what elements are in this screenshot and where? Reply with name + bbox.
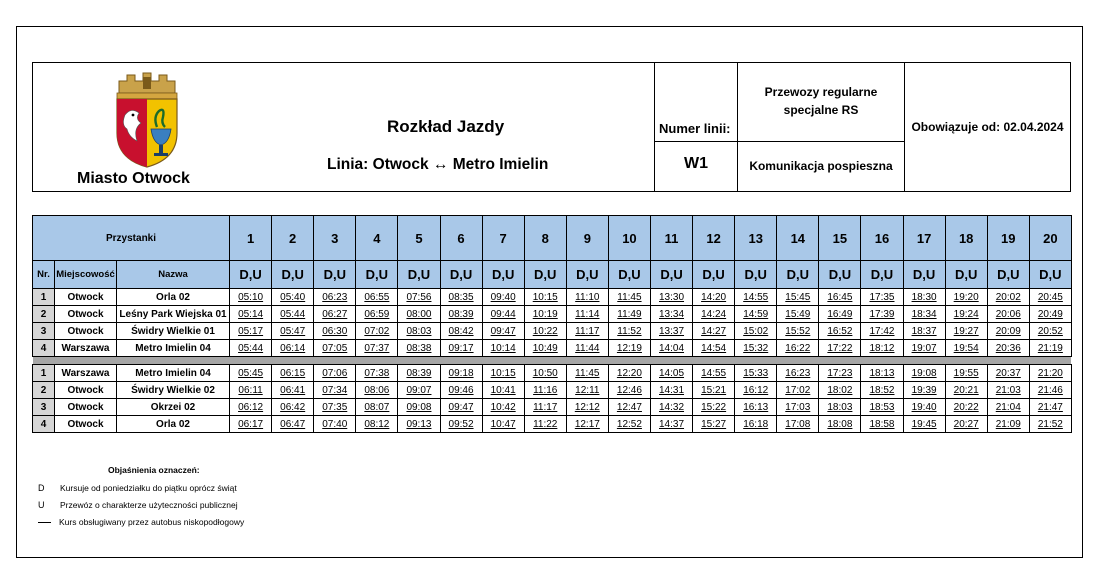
departure-time: 21:20 <box>1029 365 1071 382</box>
departure-time: 20:09 <box>987 323 1029 340</box>
course-code-header: D,U <box>693 261 735 289</box>
departure-time: 05:10 <box>230 289 272 306</box>
departure-time: 15:27 <box>693 416 735 433</box>
course-number-header: 16 <box>861 216 903 261</box>
departure-time: 17:35 <box>861 289 903 306</box>
departure-time: 06:47 <box>272 416 314 433</box>
course-code-header: D,U <box>314 261 356 289</box>
service-type-cell <box>738 63 905 191</box>
departure-time: 20:06 <box>987 306 1029 323</box>
departure-time: 16:22 <box>777 340 819 357</box>
stop-name: Świdry Wielkie 02 <box>117 382 230 399</box>
departure-time: 21:52 <box>1029 416 1071 433</box>
stop-number: 3 <box>33 323 55 340</box>
departure-time: 20:02 <box>987 289 1029 306</box>
departure-time: 14:59 <box>735 306 777 323</box>
course-number-header: 5 <box>398 216 440 261</box>
departure-time: 20:49 <box>1029 306 1071 323</box>
departure-time: 14:55 <box>693 365 735 382</box>
course-code-header: D,U <box>230 261 272 289</box>
course-number-header: 18 <box>945 216 987 261</box>
departure-time: 19:07 <box>903 340 945 357</box>
departure-time: 12:17 <box>566 416 608 433</box>
departure-time: 06:59 <box>356 306 398 323</box>
departure-time: 06:41 <box>272 382 314 399</box>
stop-number: 4 <box>33 416 55 433</box>
departure-time: 05:44 <box>230 340 272 357</box>
departure-time: 18:12 <box>861 340 903 357</box>
departure-time: 08:39 <box>398 365 440 382</box>
departure-time: 10:14 <box>482 340 524 357</box>
stop-name: Świdry Wielkie 01 <box>117 323 230 340</box>
departure-time: 19:54 <box>945 340 987 357</box>
service-type: Przewozy regularne specjalne RS <box>764 85 878 117</box>
timetable <box>32 215 1072 433</box>
departure-time: 18:03 <box>819 399 861 416</box>
departure-time: 17:23 <box>819 365 861 382</box>
departure-time: 18:52 <box>861 382 903 399</box>
legend-text: Kursuje od poniedziałku do piątku oprócz świąt <box>60 483 237 493</box>
departure-time: 18:34 <box>903 306 945 323</box>
departure-time: 19:27 <box>945 323 987 340</box>
stop-number: 1 <box>33 289 55 306</box>
departure-time: 21:04 <box>987 399 1029 416</box>
stop-number: 3 <box>33 399 55 416</box>
departure-time: 21:46 <box>1029 382 1071 399</box>
course-code-header: D,U <box>1029 261 1071 289</box>
departure-time: 17:03 <box>777 399 819 416</box>
departure-time: 12:12 <box>566 399 608 416</box>
course-code-header: D,U <box>777 261 819 289</box>
departure-time: 16:13 <box>735 399 777 416</box>
departure-time: 14:27 <box>693 323 735 340</box>
departure-time: 14:04 <box>650 340 692 357</box>
course-code-header: D,U <box>356 261 398 289</box>
departure-time: 06:23 <box>314 289 356 306</box>
departure-time: 19:45 <box>903 416 945 433</box>
stop-number: 4 <box>33 340 55 357</box>
departure-time: 09:17 <box>440 340 482 357</box>
departure-time: 11:45 <box>608 289 650 306</box>
departure-time: 07:38 <box>356 365 398 382</box>
departure-time: 09:47 <box>440 399 482 416</box>
departure-time: 09:47 <box>482 323 524 340</box>
valid-from-cell <box>905 63 1070 191</box>
course-number-header: 3 <box>314 216 356 261</box>
departure-time: 09:46 <box>440 382 482 399</box>
departure-time: 21:03 <box>987 382 1029 399</box>
departure-time: 14:31 <box>650 382 692 399</box>
line-number: W1 <box>684 155 708 172</box>
stop-name: Orla 02 <box>117 289 230 306</box>
departure-time: 11:17 <box>524 399 566 416</box>
course-code-header: D,U <box>482 261 524 289</box>
line-number-cell <box>655 63 738 191</box>
direction-separator <box>33 357 1072 365</box>
departure-time: 13:34 <box>650 306 692 323</box>
departure-time: 09:40 <box>482 289 524 306</box>
departure-time: 06:17 <box>230 416 272 433</box>
departure-time: 10:19 <box>524 306 566 323</box>
departure-time: 13:30 <box>650 289 692 306</box>
departure-time: 08:00 <box>398 306 440 323</box>
route-label <box>327 156 548 174</box>
course-code-header: D,U <box>608 261 650 289</box>
title-cell <box>33 63 655 191</box>
departure-time: 06:30 <box>314 323 356 340</box>
departure-time: 08:39 <box>440 306 482 323</box>
departure-time: 11:52 <box>608 323 650 340</box>
course-code-header: D,U <box>903 261 945 289</box>
departure-time: 20:45 <box>1029 289 1071 306</box>
departure-time: 12:46 <box>608 382 650 399</box>
departure-time: 18:13 <box>861 365 903 382</box>
stop-town: Otwock <box>55 306 117 323</box>
departure-time: 16:23 <box>777 365 819 382</box>
departure-time: 09:18 <box>440 365 482 382</box>
departure-time: 05:14 <box>230 306 272 323</box>
departure-time: 06:15 <box>272 365 314 382</box>
departure-time: 08:07 <box>356 399 398 416</box>
departure-time: 06:12 <box>230 399 272 416</box>
departure-time: 21:09 <box>987 416 1029 433</box>
departure-time: 07:05 <box>314 340 356 357</box>
departure-time: 20:52 <box>1029 323 1071 340</box>
departure-time: 10:42 <box>482 399 524 416</box>
timetable-header <box>32 62 1071 192</box>
city-coat-of-arms <box>113 71 181 169</box>
departure-time: 05:44 <box>272 306 314 323</box>
departure-time: 06:55 <box>356 289 398 306</box>
timetable-row <box>33 340 1072 357</box>
departure-time: 15:45 <box>777 289 819 306</box>
departure-time: 17:08 <box>777 416 819 433</box>
course-code-header: D,U <box>861 261 903 289</box>
stops-header: Przystanki <box>33 216 230 261</box>
departure-time: 05:17 <box>230 323 272 340</box>
departure-time: 09:13 <box>398 416 440 433</box>
course-number-header: 12 <box>693 216 735 261</box>
valid-from: Obowiązuje od: 02.04.2024 <box>911 120 1064 134</box>
departure-time: 12:52 <box>608 416 650 433</box>
departure-time: 12:20 <box>608 365 650 382</box>
departure-time: 07:34 <box>314 382 356 399</box>
timetable-row <box>33 323 1072 340</box>
col-town-header: Miejscowość <box>55 261 117 289</box>
departure-time: 10:22 <box>524 323 566 340</box>
legend-text: Kurs obsługiwany przez autobus niskopodłogowy <box>59 517 245 527</box>
departure-time: 18:08 <box>819 416 861 433</box>
departure-time: 19:24 <box>945 306 987 323</box>
course-number-header: 11 <box>650 216 692 261</box>
departure-time: 12:11 <box>566 382 608 399</box>
departure-time: 18:53 <box>861 399 903 416</box>
departure-time: 16:18 <box>735 416 777 433</box>
departure-time: 20:36 <box>987 340 1029 357</box>
departure-time: 17:22 <box>819 340 861 357</box>
course-code-header: D,U <box>440 261 482 289</box>
departure-time: 15:21 <box>693 382 735 399</box>
departure-time: 20:27 <box>945 416 987 433</box>
departure-time: 14:37 <box>650 416 692 433</box>
course-number-header: 17 <box>903 216 945 261</box>
departure-time: 10:15 <box>482 365 524 382</box>
stop-name: Okrzei 02 <box>117 399 230 416</box>
departure-time: 15:32 <box>735 340 777 357</box>
departure-time: 14:32 <box>650 399 692 416</box>
departure-time: 09:08 <box>398 399 440 416</box>
departure-time: 06:14 <box>272 340 314 357</box>
course-number-header: 8 <box>524 216 566 261</box>
course-number-header: 15 <box>819 216 861 261</box>
departure-time: 14:20 <box>693 289 735 306</box>
departure-time: 15:52 <box>777 323 819 340</box>
departure-time: 07:37 <box>356 340 398 357</box>
departure-time: 08:03 <box>398 323 440 340</box>
departure-time: 16:52 <box>819 323 861 340</box>
legend-item-u <box>38 500 238 510</box>
departure-time: 13:37 <box>650 323 692 340</box>
stop-name: Leśny Park Wiejska 01 <box>117 306 230 323</box>
departure-time: 12:19 <box>608 340 650 357</box>
departure-time: 08:42 <box>440 323 482 340</box>
underline-symbol-icon <box>38 522 51 523</box>
departure-time: 11:10 <box>566 289 608 306</box>
departure-time: 16:12 <box>735 382 777 399</box>
departure-time: 16:49 <box>819 306 861 323</box>
departure-time: 15:33 <box>735 365 777 382</box>
departure-time: 08:35 <box>440 289 482 306</box>
departure-time: 18:58 <box>861 416 903 433</box>
stop-number: 1 <box>33 365 55 382</box>
departure-time: 09:52 <box>440 416 482 433</box>
departure-time: 20:21 <box>945 382 987 399</box>
course-code-header: D,U <box>524 261 566 289</box>
departure-time: 19:08 <box>903 365 945 382</box>
service-kind: Komunikacja pospieszna <box>749 159 893 173</box>
departure-time: 11:16 <box>524 382 566 399</box>
course-number-header: 2 <box>272 216 314 261</box>
departure-time: 15:49 <box>777 306 819 323</box>
stop-town: Otwock <box>55 289 117 306</box>
timetable-row <box>33 306 1072 323</box>
departure-time: 07:02 <box>356 323 398 340</box>
departure-time: 06:27 <box>314 306 356 323</box>
departure-time: 07:35 <box>314 399 356 416</box>
departure-time: 15:22 <box>693 399 735 416</box>
legend-text: Przewóz o charakterze użyteczności publicznej <box>60 500 238 510</box>
departure-time: 18:02 <box>819 382 861 399</box>
stop-name: Metro Imielin 04 <box>117 340 230 357</box>
departure-time: 07:06 <box>314 365 356 382</box>
stop-town: Otwock <box>55 323 117 340</box>
course-number-header: 6 <box>440 216 482 261</box>
course-code-header: D,U <box>566 261 608 289</box>
departure-time: 10:50 <box>524 365 566 382</box>
departure-time: 19:55 <box>945 365 987 382</box>
stop-town: Warszawa <box>55 340 117 357</box>
departure-time: 06:42 <box>272 399 314 416</box>
departure-time: 05:47 <box>272 323 314 340</box>
stop-town: Otwock <box>55 399 117 416</box>
departure-time: 10:47 <box>482 416 524 433</box>
course-code-header: D,U <box>945 261 987 289</box>
departure-time: 08:06 <box>356 382 398 399</box>
departure-time: 17:39 <box>861 306 903 323</box>
departure-time: 16:45 <box>819 289 861 306</box>
departure-time: 19:20 <box>945 289 987 306</box>
departure-time: 07:56 <box>398 289 440 306</box>
departure-time: 14:05 <box>650 365 692 382</box>
departure-time: 21:47 <box>1029 399 1071 416</box>
departure-time: 10:15 <box>524 289 566 306</box>
route-origin: Linia: Otwock <box>327 156 429 173</box>
course-number-header: 9 <box>566 216 608 261</box>
departure-time: 05:45 <box>230 365 272 382</box>
departure-time: 18:30 <box>903 289 945 306</box>
departure-time: 10:49 <box>524 340 566 357</box>
course-number-header: 1 <box>230 216 272 261</box>
course-code-header: D,U <box>398 261 440 289</box>
course-number-header: 7 <box>482 216 524 261</box>
departure-time: 11:22 <box>524 416 566 433</box>
departure-time: 06:11 <box>230 382 272 399</box>
course-number-header: 19 <box>987 216 1029 261</box>
departure-time: 11:14 <box>566 306 608 323</box>
timetable-row <box>33 416 1072 433</box>
timetable-row <box>33 365 1072 382</box>
bidirectional-arrow-icon: ↔ <box>432 156 449 173</box>
legend-item-low-floor <box>38 517 244 527</box>
legend-item-d <box>38 483 237 493</box>
legend-title: Objaśnienia oznaczeń: <box>108 465 200 475</box>
departure-time: 18:37 <box>903 323 945 340</box>
departure-time: 11:45 <box>566 365 608 382</box>
departure-time: 15:02 <box>735 323 777 340</box>
course-code-header: D,U <box>272 261 314 289</box>
course-number-header: 13 <box>735 216 777 261</box>
city-name: Miasto Otwock <box>77 170 190 187</box>
departure-time: 17:02 <box>777 382 819 399</box>
departure-time: 08:12 <box>356 416 398 433</box>
stop-town: Warszawa <box>55 365 117 382</box>
departure-time: 14:24 <box>693 306 735 323</box>
departure-time: 17:42 <box>861 323 903 340</box>
departure-time: 20:37 <box>987 365 1029 382</box>
departure-time: 08:38 <box>398 340 440 357</box>
col-nr-header: Nr. <box>33 261 55 289</box>
route-destination: Metro Imielin <box>452 156 549 173</box>
page-title: Rozkład Jazdy <box>387 117 505 136</box>
timetable-row <box>33 382 1072 399</box>
legend-code: D <box>38 483 45 493</box>
departure-time: 11:44 <box>566 340 608 357</box>
course-number-header: 14 <box>777 216 819 261</box>
departure-time: 09:44 <box>482 306 524 323</box>
departure-time: 20:22 <box>945 399 987 416</box>
departure-time: 10:41 <box>482 382 524 399</box>
stop-town: Otwock <box>55 382 117 399</box>
departure-time: 11:49 <box>608 306 650 323</box>
departure-time: 09:07 <box>398 382 440 399</box>
course-number-header: 4 <box>356 216 398 261</box>
departure-time: 19:39 <box>903 382 945 399</box>
stop-number: 2 <box>33 306 55 323</box>
stop-number: 2 <box>33 382 55 399</box>
legend-code: U <box>38 500 45 510</box>
departure-time: 19:40 <box>903 399 945 416</box>
timetable-row <box>33 399 1072 416</box>
departure-time: 12:47 <box>608 399 650 416</box>
departure-time: 05:40 <box>272 289 314 306</box>
departure-time: 21:19 <box>1029 340 1071 357</box>
col-name-header: Nazwa <box>117 261 230 289</box>
course-code-header: D,U <box>650 261 692 289</box>
course-number-header: 10 <box>608 216 650 261</box>
course-code-header: D,U <box>819 261 861 289</box>
departure-time: 14:55 <box>735 289 777 306</box>
course-code-header: D,U <box>735 261 777 289</box>
stop-name: Orla 02 <box>117 416 230 433</box>
stop-name: Metro Imielin 04 <box>117 365 230 382</box>
course-code-header: D,U <box>987 261 1029 289</box>
stop-town: Otwock <box>55 416 117 433</box>
timetable-row <box>33 289 1072 306</box>
course-number-header: 20 <box>1029 216 1071 261</box>
line-number-label: Numer linii: <box>659 121 731 136</box>
departure-time: 11:17 <box>566 323 608 340</box>
departure-time: 07:40 <box>314 416 356 433</box>
departure-time: 14:54 <box>693 340 735 357</box>
